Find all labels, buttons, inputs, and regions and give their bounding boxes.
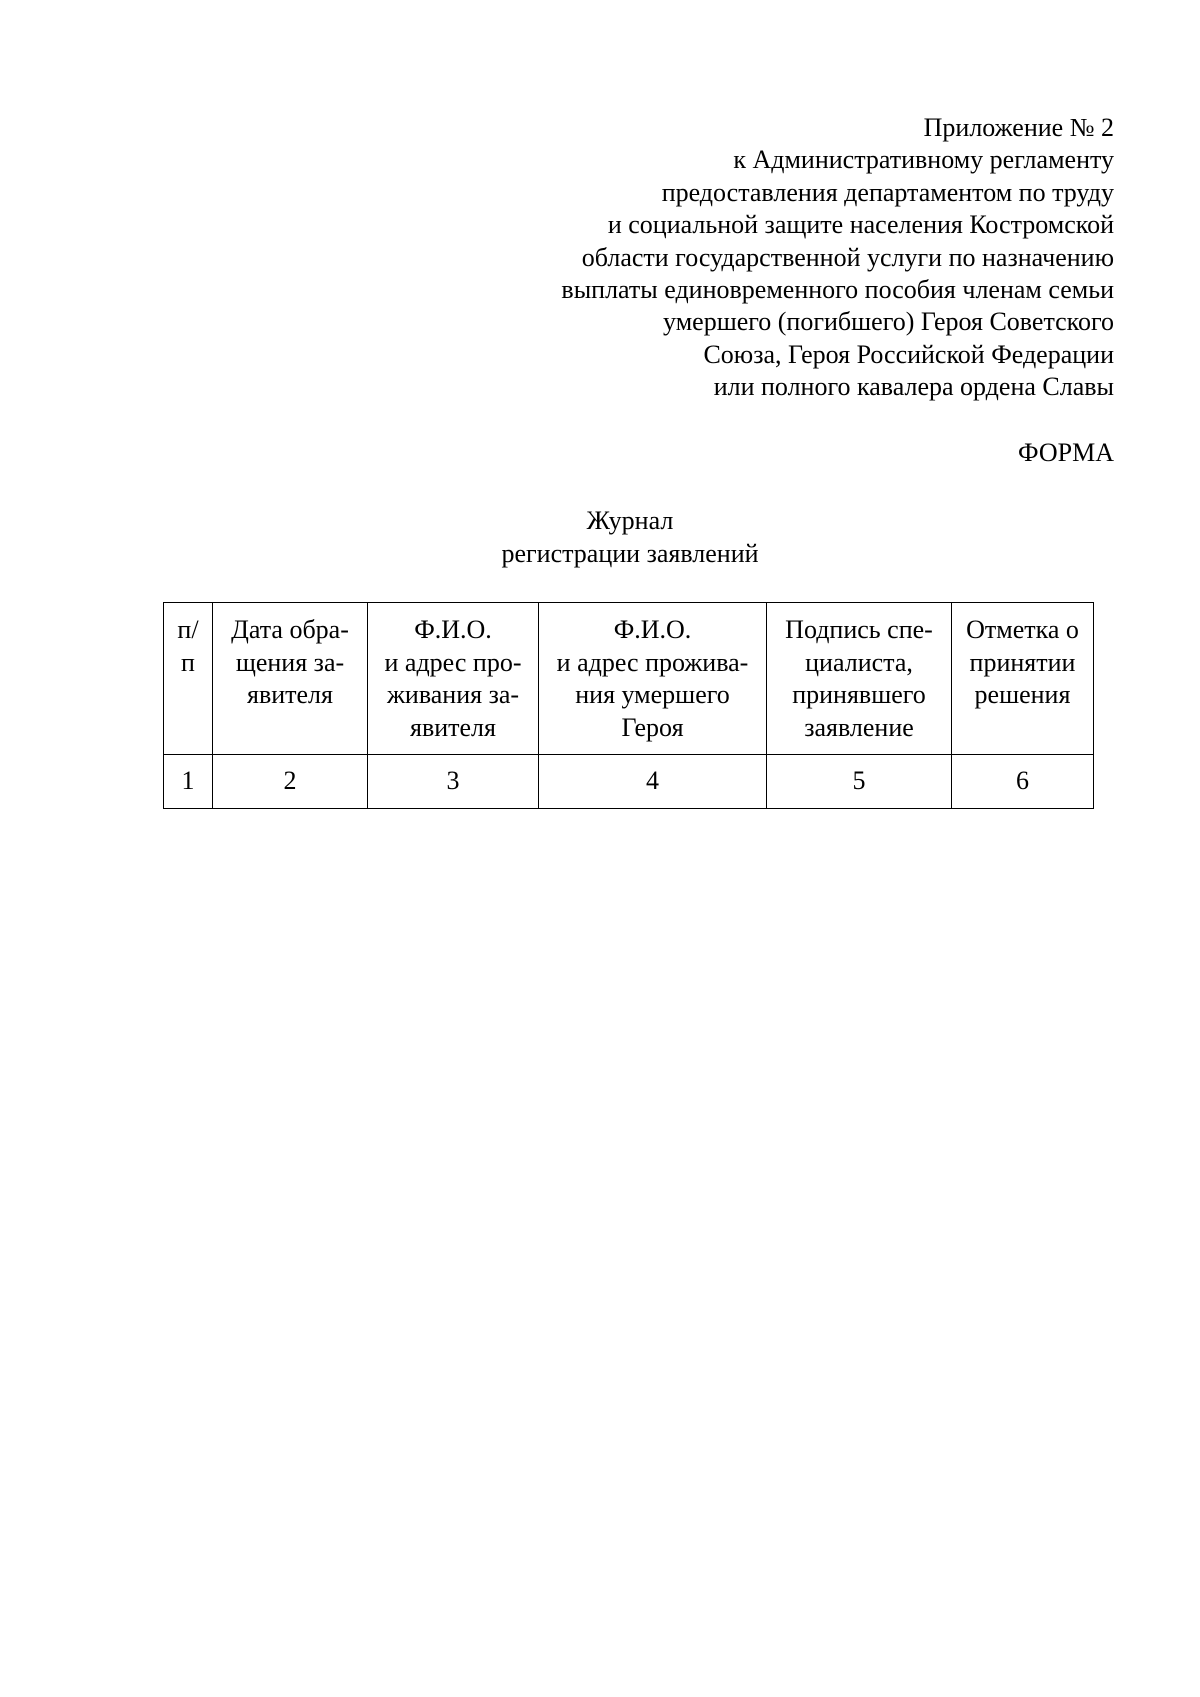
header-cell-signature xyxy=(767,603,952,755)
header-cell-hero xyxy=(539,603,767,755)
appendix-block xyxy=(474,112,1114,404)
header-line: явителя xyxy=(410,712,496,742)
table-header-row xyxy=(164,603,1094,755)
header-line: явителя xyxy=(247,680,333,709)
header-line: Ф.И.О. xyxy=(414,615,492,644)
number-cell: 2 xyxy=(213,755,368,809)
number-cell: 5 xyxy=(767,755,952,809)
header-line: циалиста, xyxy=(805,647,913,677)
header-line: решения xyxy=(974,680,1071,709)
header-cell-applicant xyxy=(368,603,539,755)
header-cell-decision xyxy=(952,603,1094,755)
appendix-line: и социальной защите населения Костромской xyxy=(607,210,1114,240)
appendix-line: к Административному регламенту xyxy=(733,145,1114,175)
appendix-line: области государственной услуги по назначению xyxy=(581,242,1114,272)
header-line: принятии xyxy=(969,647,1076,677)
appendix-line: или полного кавалера ордена Славы xyxy=(713,372,1114,402)
number-cell: 3 xyxy=(368,755,539,809)
number-cell: 1 xyxy=(164,755,213,809)
journal-title-block xyxy=(0,505,1200,570)
header-line: принявшего xyxy=(792,680,926,709)
appendix-line: предоставления департаментом по труду xyxy=(661,177,1114,207)
table-number-row xyxy=(164,755,1094,809)
appendix-line: Приложение № 2 xyxy=(923,113,1114,142)
appendix-line: умершего (погибшего) Героя Советского xyxy=(663,307,1114,337)
header-line: заявление xyxy=(804,712,914,742)
number-cell: 6 xyxy=(952,755,1094,809)
appendix-line: Союза, Героя Российской Федерации xyxy=(703,339,1114,369)
header-line: п/ xyxy=(177,615,199,644)
header-line: и адрес прожива- xyxy=(556,647,749,677)
header-cell-date xyxy=(213,603,368,755)
number-cell: 4 xyxy=(539,755,767,809)
header-line: Отметка о xyxy=(966,615,1079,644)
header-line: живания за- xyxy=(386,680,520,709)
header-line: ния умершего xyxy=(575,680,730,709)
header-line: п xyxy=(181,647,195,677)
header-line: щения за- xyxy=(235,647,345,677)
header-line: Дата обра- xyxy=(231,615,349,644)
header-line: Подпись спе- xyxy=(785,615,933,644)
header-cell-number xyxy=(164,603,213,755)
journal-title: Журнал xyxy=(586,506,674,535)
registration-table xyxy=(163,602,1094,809)
header-line: и адрес про- xyxy=(384,647,522,677)
form-label: ФОРМА xyxy=(1018,438,1114,467)
header-line: Героя xyxy=(621,712,684,742)
appendix-line: выплаты единовременного пособия членам семьи xyxy=(561,275,1114,305)
header-line: Ф.И.О. xyxy=(613,615,692,644)
journal-subtitle: регистрации заявлений xyxy=(501,538,759,568)
